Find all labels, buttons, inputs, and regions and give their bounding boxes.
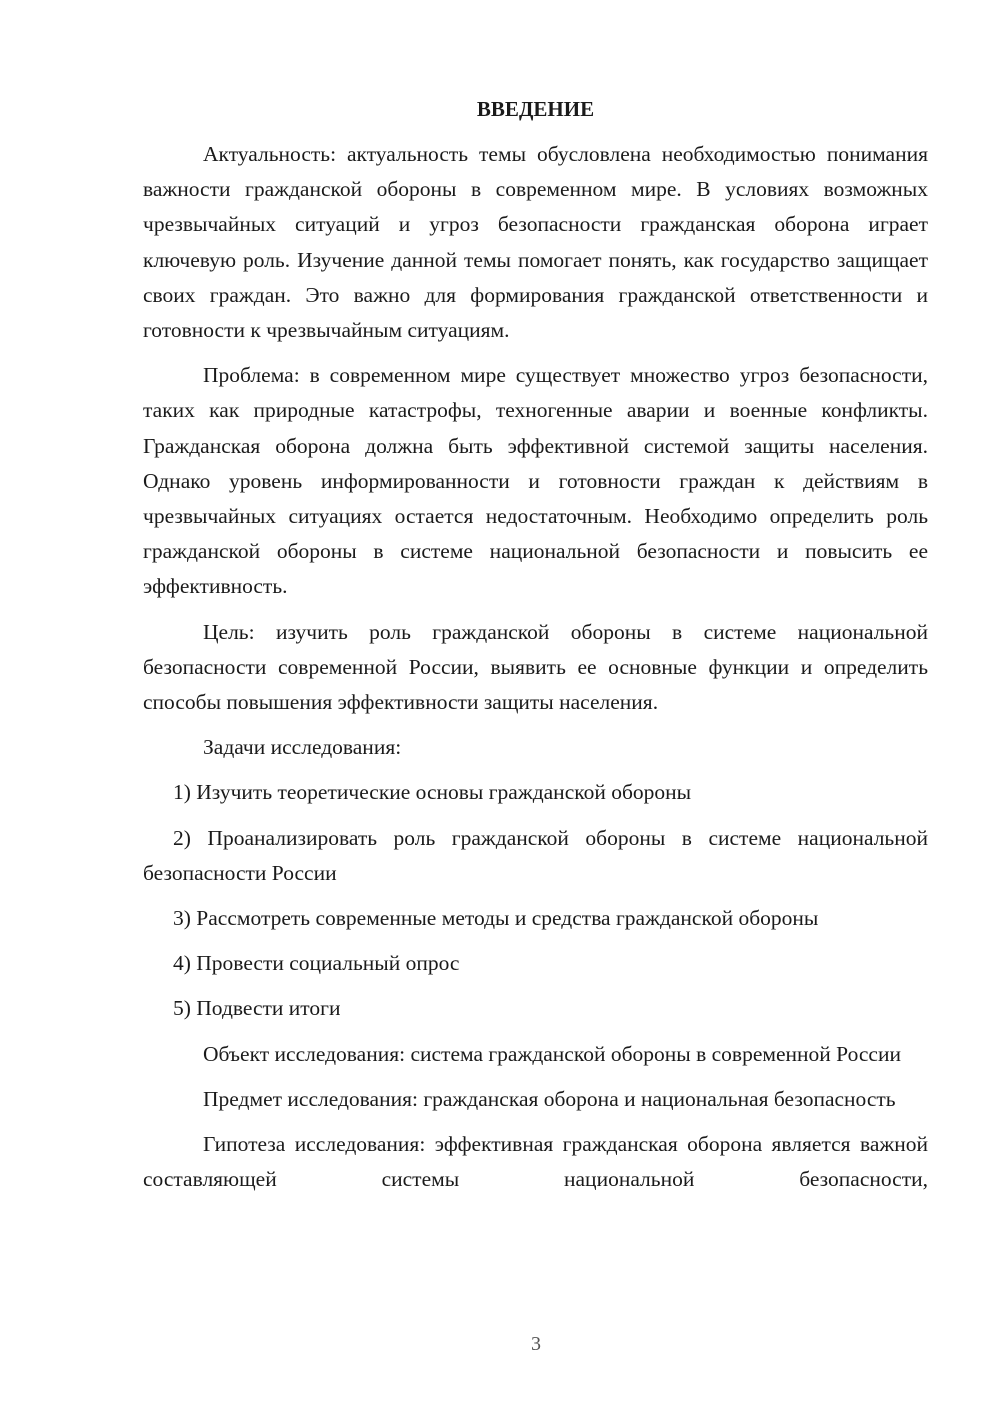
paragraph-goal: Цель: изучить роль гражданской обороны в системе национальной безопасности современной России, выявить ее основные функции и определить способы повышения эффективности защиты населения. [143, 619, 928, 715]
task-item-5: 5) Подвести итоги [173, 996, 341, 1021]
task-item-2: 2) Проанализировать роль гражданской обороны в системе национальной безопасности России [143, 825, 928, 885]
paragraph-hypothesis: Гипотеза исследования: эффективная гражданская оборона является важной составляющей системы национальной безопасности, [143, 1132, 928, 1192]
task-item-1: 1) Изучить теоретические основы гражданской обороны [173, 780, 692, 805]
page-number: 3 [531, 1333, 541, 1355]
tasks-heading: Задачи исследования: [203, 735, 402, 760]
task-item-3: 3) Рассмотреть современные методы и средства гражданской обороны [173, 906, 819, 931]
paragraph-subject: Предмет исследования: гражданская оборона и национальная безопасность [203, 1086, 896, 1111]
page-title: ВВЕДЕНИЕ [476, 97, 595, 121]
document-page [143, 92, 928, 1197]
task-item-4: 4) Провести социальный опрос [173, 951, 460, 976]
paragraph-object: Объект исследования: система гражданской обороны в современной России [203, 1041, 901, 1066]
paragraph-problem: Проблема: в современном мире существует множество угроз безопасности, таких как природные катастрофы, техногенные аварии и военные конфликты. Гражданская оборона должна быть эффективной системой защиты населения. Однако уровень информированности и готовности граждан к действиям в чрезвычайных ситуациях остается недостаточным. Необходимо определить роль гражданской обороны в системе национальной безопасности и повысить ее эффективность. [143, 363, 928, 599]
paragraph-relevance: Актуальность: актуальность темы обусловлена необходимостью понимания важности гражданской обороны в современном мире. В условиях возможных чрезвычайных ситуаций и угроз безопасности гражданская оборона играет ключевую роль. Изучение данной темы помогает понять, как государство защищает своих граждан. Это важно для формирования гражданской ответственности и готовности к чрезвычайным ситуациям. [143, 142, 928, 343]
